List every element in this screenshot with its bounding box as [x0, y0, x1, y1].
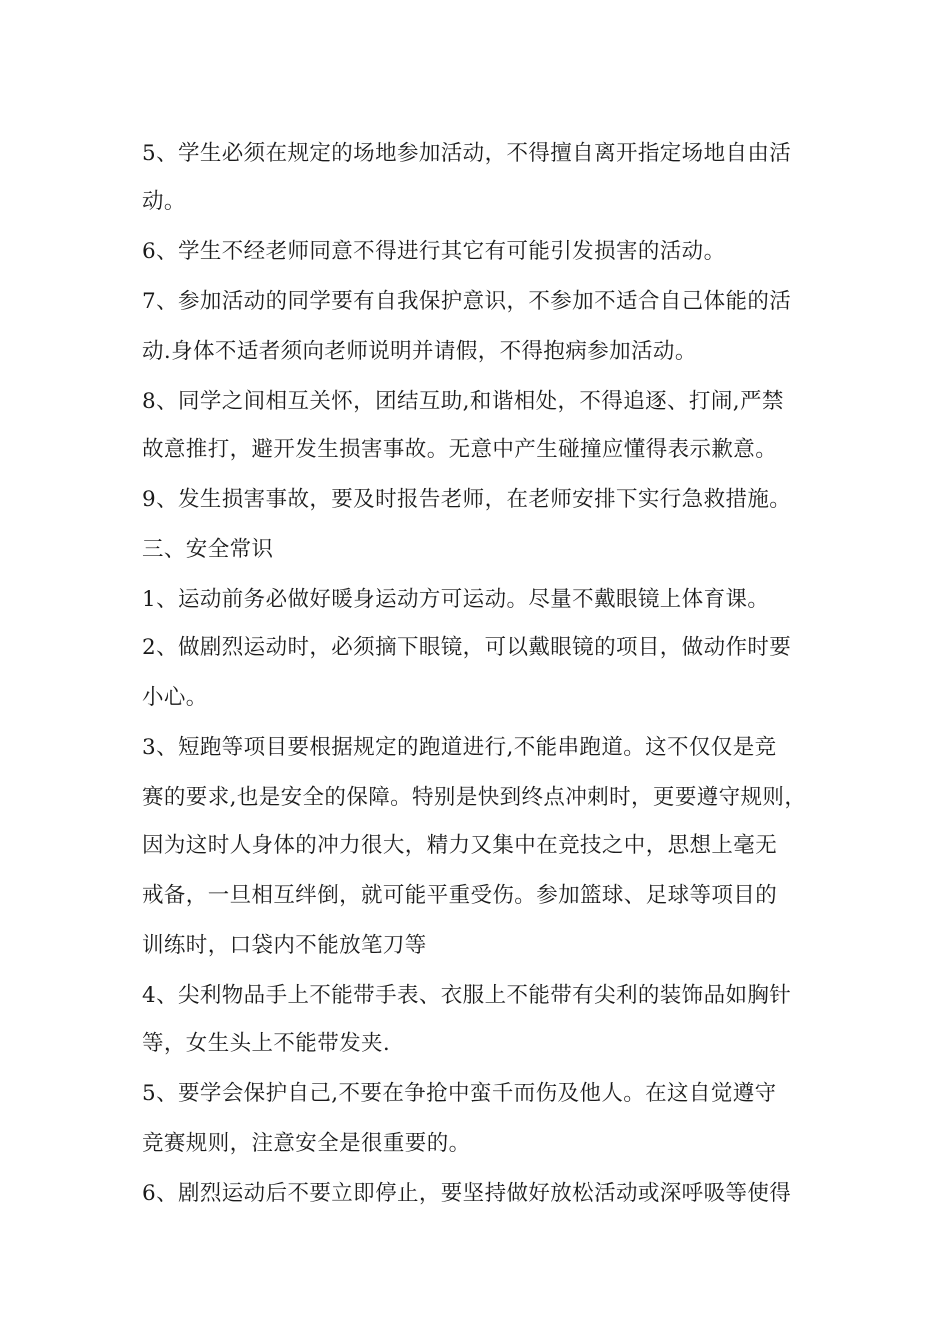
safety-3-line-1: 3、短跑等项目要根据规定的跑道进行,不能串跑道。这不仅仅是竞 — [142, 735, 777, 760]
safety-4-line-1: 4、尖利物品手上不能带手表、衣服上不能带有尖利的装饰品如胸针 — [142, 983, 792, 1008]
safety-5-line-1: 5、要学会保护自己,不要在争抢中蛮千而伤及他人。在这自觉遵守 — [142, 1081, 777, 1106]
rule-9-line-1: 9、发生损害事故，要及时报告老师，在老师安排下实行急救措施。 — [142, 487, 792, 512]
safety-2-line-2: 小心。 — [142, 685, 208, 710]
safety-5-line-2: 竞赛规则，注意安全是很重要的。 — [142, 1131, 471, 1156]
rule-5-line-2: 动。 — [142, 189, 186, 214]
safety-3-line-4: 戒备，一旦相互绊倒，就可能平重受伤。参加篮球、足球等项目的 — [142, 883, 778, 908]
rule-8-line-2: 故意推打，避开发生损害事故。无意中产生碰撞应懂得表示歉意。 — [142, 437, 778, 462]
safety-1-line-1: 1、运动前务必做好暖身运动方可运动。尽量不戴眼镜上体育课。 — [142, 587, 770, 612]
safety-3-line-5: 训练时，口袋内不能放笔刀等 — [142, 933, 427, 958]
rule-8-line-1: 8、同学之间相互关怀，团结互助,和谐相处，不得追逐、打闹,严禁 — [142, 389, 784, 414]
rule-6-line-1: 6、学生不经老师同意不得进行其它有可能引发损害的活动。 — [142, 239, 726, 264]
safety-2-line-1: 2、做剧烈运动时，必须摘下眼镜，可以戴眼镜的项目，做动作时要 — [142, 635, 792, 660]
safety-3-line-3: 因为这时人身体的冲力很大，精力又集中在竞技之中，思想上毫无 — [142, 833, 778, 858]
rule-7-line-2: 动.身体不适者须向老师说明并请假，不得抱病参加活动。 — [142, 339, 697, 364]
section-heading-safety: 三、安全常识 — [142, 537, 274, 562]
rule-5-line-1: 5、学生必须在规定的场地参加活动，不得擅自离开指定场地自由活 — [142, 141, 792, 166]
safety-4-line-2: 等，女生头上不能带发夹. — [142, 1031, 391, 1056]
safety-6-line-1: 6、剧烈运动后不要立即停止，要坚持做好放松活动或深呼吸等使得 — [142, 1181, 792, 1206]
rule-7-line-1: 7、参加活动的同学要有自我保护意识，不参加不适合自己体能的活 — [142, 289, 792, 314]
safety-3-line-2: 赛的要求,也是安全的保障。特别是快到终点冲刺时，更要遵守规则， — [142, 785, 807, 810]
